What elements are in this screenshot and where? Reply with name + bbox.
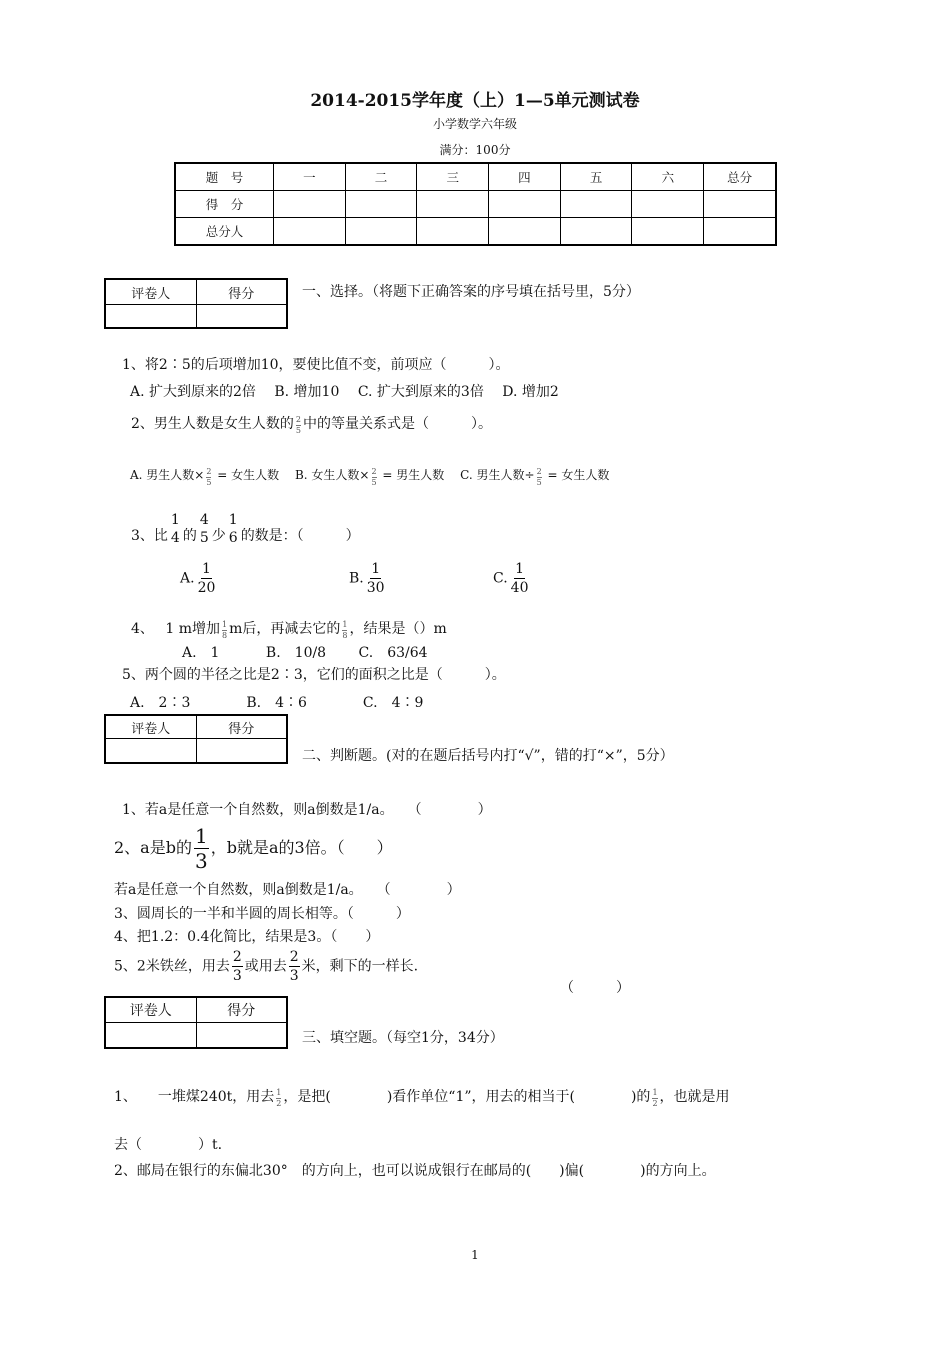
scorer-cell[interactable] bbox=[632, 218, 704, 246]
s1-q5-options: A. 2∶3 B. 4∶6 C. 4∶9 bbox=[130, 695, 424, 711]
frac-num: 1 bbox=[222, 620, 228, 630]
s2-q2 bbox=[114, 826, 393, 871]
s1-q2-options bbox=[130, 466, 609, 487]
frac-num: 1 bbox=[228, 512, 238, 528]
frac-den: 8 bbox=[342, 631, 348, 641]
score-label: 得分 bbox=[196, 715, 287, 739]
scorer-row-label: 总分人 bbox=[175, 218, 273, 246]
frac-num: 2 bbox=[289, 949, 299, 965]
s2-q2b: 若a是任意一个自然数，则a倒数是1/a。 （ ） bbox=[114, 882, 461, 898]
s1-q2-opt-c: C. 男生人数÷ bbox=[460, 468, 535, 482]
fraction bbox=[194, 826, 209, 871]
fraction bbox=[510, 562, 530, 595]
frac-den: 40 bbox=[510, 580, 529, 596]
grader-box-1 bbox=[104, 278, 288, 329]
s1-q2-opt-b-post: = 男生人数 bbox=[382, 468, 445, 482]
s1-q3-opt-a bbox=[180, 562, 218, 595]
opt-label: C. bbox=[493, 570, 508, 587]
frac-den: 2 bbox=[276, 1099, 282, 1109]
frac-num: 2 bbox=[232, 949, 242, 965]
s1-q3-opt-b bbox=[349, 562, 388, 595]
scorer-cell[interactable] bbox=[273, 218, 345, 246]
frac-den: 3 bbox=[232, 968, 242, 984]
fraction bbox=[537, 468, 542, 487]
grader-label: 评卷人 bbox=[105, 715, 196, 739]
score-cell[interactable] bbox=[704, 191, 776, 218]
frac-den: 3 bbox=[194, 849, 208, 873]
s2-q5-post: 米，剩下的一样长. bbox=[301, 958, 419, 975]
s1-q5: 5、两个圆的半径之比是2∶3，它们的面积之比是（ ）。 bbox=[122, 667, 506, 683]
s1-q4 bbox=[131, 618, 447, 640]
fraction bbox=[228, 513, 239, 545]
fraction bbox=[366, 562, 386, 595]
frac-num: 1 bbox=[652, 1088, 658, 1098]
section3-heading: 三、填空题。（每空1分，34分） bbox=[302, 1030, 504, 1046]
fraction bbox=[206, 468, 211, 487]
frac-num: 2 bbox=[371, 467, 377, 476]
s1-q3 bbox=[131, 513, 360, 545]
frac-den: 5 bbox=[371, 478, 377, 487]
s1-q1: 1、将2∶5的后项增加10，要使比值不变，前项应（ ）。 bbox=[122, 357, 510, 373]
grader-box-2 bbox=[104, 714, 288, 764]
subtitle: 小学数学六年级 bbox=[432, 117, 517, 131]
score-cell[interactable] bbox=[632, 191, 704, 218]
s1-q2-opt-b: B. 女生人数× bbox=[294, 468, 370, 482]
s3-q1-cont: 去（ ）t. bbox=[114, 1137, 223, 1153]
frac-den: 30 bbox=[366, 580, 385, 596]
s3-q2: 2、邮局在银行的东偏北30° 的方向上，也可以说成银行在邮局的( )偏( )的方向上。 bbox=[114, 1163, 716, 1179]
frac-den: 2 bbox=[652, 1099, 658, 1109]
grader-box-3 bbox=[104, 996, 288, 1049]
s1-q2-opt-a: A. 男生人数× bbox=[130, 468, 205, 482]
score-input[interactable] bbox=[196, 305, 287, 329]
score-table bbox=[174, 162, 777, 246]
s2-q5-mid: 或用去 bbox=[244, 958, 287, 975]
s1-q3-opt-c bbox=[493, 562, 532, 595]
s1-q2-opt-c-post: = 女生人数 bbox=[547, 468, 610, 482]
full-score: 满分：100分 bbox=[439, 143, 511, 157]
s2-q4: 4、把1.2：0.4化简比，结果是3。（ ） bbox=[114, 929, 380, 945]
fraction bbox=[276, 1089, 281, 1108]
frac-den: 8 bbox=[222, 631, 228, 641]
frac-num: 1 bbox=[342, 620, 348, 630]
frac-den: 4 bbox=[170, 530, 180, 546]
s1-q2 bbox=[131, 413, 492, 435]
s1-q4-mid: m后，再减去它的 bbox=[229, 621, 341, 637]
frac-num: 1 bbox=[515, 561, 525, 577]
fraction bbox=[222, 621, 227, 640]
score-cell[interactable] bbox=[273, 191, 345, 218]
fraction bbox=[652, 1089, 657, 1108]
scorer-cell[interactable] bbox=[489, 218, 561, 246]
frac-num: 1 bbox=[194, 824, 208, 848]
section1-heading: 一、选择。（将题下正确答案的序号填在括号里，5分） bbox=[302, 284, 640, 300]
grader-input[interactable] bbox=[105, 739, 196, 764]
score-cell[interactable] bbox=[417, 191, 489, 218]
scorer-cell[interactable] bbox=[345, 218, 417, 246]
s1-q3-mid2: 少 bbox=[211, 528, 226, 544]
s2-q2-post: ，b就是a的3倍。（ ） bbox=[210, 838, 393, 857]
frac-num: 1 bbox=[170, 512, 180, 528]
frac-den: 5 bbox=[295, 426, 302, 436]
page-number: 1 bbox=[471, 1248, 479, 1262]
s2-q5 bbox=[114, 950, 418, 983]
frac-num: 1 bbox=[371, 561, 381, 577]
frac-den: 5 bbox=[206, 478, 212, 487]
s1-q1-options: A. 扩大到原来的2倍 B. 增加10 C. 扩大到原来的3倍 D. 增加2 bbox=[130, 384, 559, 400]
frac-den: 3 bbox=[289, 968, 299, 984]
fraction bbox=[372, 468, 377, 487]
frac-den: 5 bbox=[199, 530, 209, 546]
frac-num: 2 bbox=[295, 415, 302, 425]
s3-q1 bbox=[114, 1086, 730, 1108]
score-table-header-cell: 五 bbox=[560, 163, 632, 191]
fraction bbox=[232, 950, 243, 983]
s1-q3-pre: 3、比 bbox=[131, 528, 168, 544]
s1-q4-options: A. 1 B. 10/8 C. 63/64 bbox=[182, 645, 428, 661]
frac-num: 2 bbox=[536, 467, 542, 476]
score-label: 得分 bbox=[196, 279, 287, 305]
s2-q2-pre: 2、a是b的 bbox=[114, 838, 192, 857]
fraction bbox=[296, 416, 301, 435]
fraction bbox=[289, 950, 300, 983]
section2-heading: 二、判断题。(对的在题后括号内打“√”，错的打“×”，5分） bbox=[302, 748, 674, 764]
grader-label: 评卷人 bbox=[105, 279, 196, 305]
scorer-cell[interactable] bbox=[417, 218, 489, 246]
s2-q5-paren: （ ） bbox=[560, 980, 630, 996]
grader-label: 评卷人 bbox=[105, 997, 196, 1023]
score-input[interactable] bbox=[196, 739, 287, 764]
score-table-header-cell: 三 bbox=[417, 163, 489, 191]
s3-q1-post: ，也就是用 bbox=[659, 1089, 730, 1105]
frac-num: 2 bbox=[206, 467, 212, 476]
score-table-header-cell: 总分 bbox=[704, 163, 776, 191]
score-row-label: 得 分 bbox=[175, 191, 273, 218]
score-label: 得分 bbox=[196, 997, 287, 1023]
score-cell[interactable] bbox=[560, 191, 632, 218]
s1-q4-post: ，结果是（）m bbox=[349, 621, 447, 637]
frac-num: 4 bbox=[199, 512, 209, 528]
grader-input[interactable] bbox=[105, 1023, 196, 1049]
s2-q5-pre: 5、2米铁丝，用去 bbox=[114, 958, 230, 975]
score-table-header-cell: 四 bbox=[489, 163, 561, 191]
opt-label: B. bbox=[349, 570, 364, 587]
frac-den: 5 bbox=[536, 478, 542, 487]
s2-q1: 1、若a是任意一个自然数，则a倒数是1/a。 （ ） bbox=[122, 802, 492, 818]
s1-q2-pre: 2、男生人数是女生人数的 bbox=[131, 416, 294, 432]
frac-num: 1 bbox=[276, 1088, 282, 1098]
fraction bbox=[342, 621, 347, 640]
score-input[interactable] bbox=[196, 1023, 287, 1049]
s3-q1-pre: 1、 一堆煤240t，用去 bbox=[114, 1089, 275, 1105]
s1-q3-mid1: 的 bbox=[182, 528, 197, 544]
score-table-header-cell: 六 bbox=[632, 163, 704, 191]
page-title: 2014-2015学年度（上）1—5单元测试卷 bbox=[310, 91, 640, 111]
s2-q3: 3、圆周长的一半和半圆的周长相等。（ ） bbox=[114, 906, 410, 922]
s3-q1-mid: ，是把( )看作单位“1”，用去的相当于( )的 bbox=[283, 1089, 651, 1105]
fraction bbox=[170, 513, 181, 545]
grader-input[interactable] bbox=[105, 305, 196, 329]
score-cell[interactable] bbox=[489, 191, 561, 218]
score-cell[interactable] bbox=[345, 191, 417, 218]
fraction bbox=[199, 513, 210, 545]
frac-den: 20 bbox=[197, 580, 216, 596]
s1-q3-post: 的数是：（ ） bbox=[240, 528, 360, 544]
s1-q2-opt-a-post: = 女生人数 bbox=[217, 468, 280, 482]
frac-num: 1 bbox=[202, 561, 211, 577]
score-table-header-cell: 题 号 bbox=[175, 163, 273, 191]
s1-q2-post: 中的等量关系式是（ ）。 bbox=[303, 416, 493, 432]
scorer-cell[interactable] bbox=[704, 218, 776, 246]
score-table-header-cell: 一 bbox=[273, 163, 345, 191]
fraction bbox=[197, 562, 217, 595]
score-table-scorer-row bbox=[175, 218, 776, 246]
score-table-header-row bbox=[175, 163, 776, 191]
score-table-header-cell: 二 bbox=[345, 163, 417, 191]
scorer-cell[interactable] bbox=[560, 218, 632, 246]
s1-q4-pre: 4、 1 m增加 bbox=[131, 621, 220, 637]
opt-label: A. bbox=[180, 570, 195, 587]
score-table-score-row bbox=[175, 191, 776, 218]
frac-den: 6 bbox=[228, 530, 238, 546]
